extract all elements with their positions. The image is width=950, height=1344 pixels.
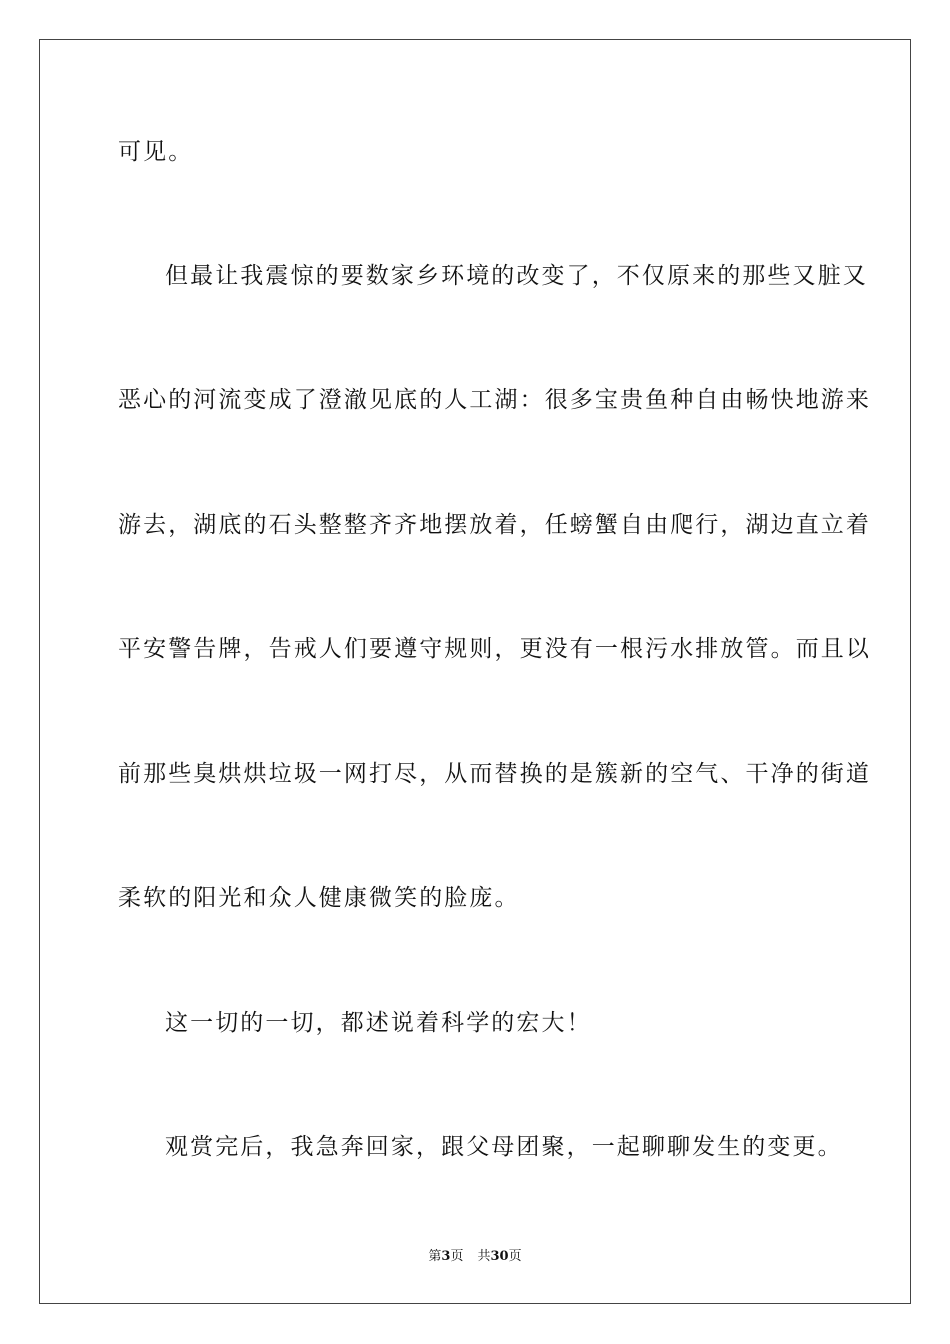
paragraph-start-line: 但最让我震惊的要数家乡环境的改变了，不仅原来的那些又脏又	[165, 263, 868, 289]
text-line-7: 柔软的阳光和众人健康微笑的脸庞。	[118, 885, 520, 911]
text-line-1: 可见。	[118, 139, 194, 165]
page-suffix: 页	[450, 1249, 464, 1264]
text-line-5: 平安警告牌，告戒人们要遵守规则，更没有一根污水排放管。而且以	[118, 636, 871, 662]
total-pages: 30	[490, 1249, 509, 1264]
text-line-4: 游去，湖底的石头整整齐齐地摆放着，任螃蟹自由爬行，湖边直立着	[118, 512, 871, 538]
page-footer	[0, 1248, 950, 1266]
paragraph-line-return-home: 观赏完后，我急奔回家，跟父母团聚，一起聊聊发生的变更。	[165, 1134, 843, 1160]
page-number: 3	[441, 1249, 451, 1264]
text-line-6: 前那些臭烘烘垃圾一网打尽，从而替换的是簇新的空气、干净的街道	[118, 761, 871, 787]
page-border	[39, 39, 911, 1304]
page-prefix: 第	[428, 1249, 442, 1264]
text-line-3: 恶心的河流变成了澄澈见底的人工湖：很多宝贵鱼种自由畅快地游来	[118, 387, 871, 413]
paragraph-line-science: 这一切的一切，都述说着科学的宏大！	[165, 1010, 592, 1036]
total-prefix: 共	[477, 1249, 491, 1264]
total-suffix: 页	[508, 1249, 522, 1264]
